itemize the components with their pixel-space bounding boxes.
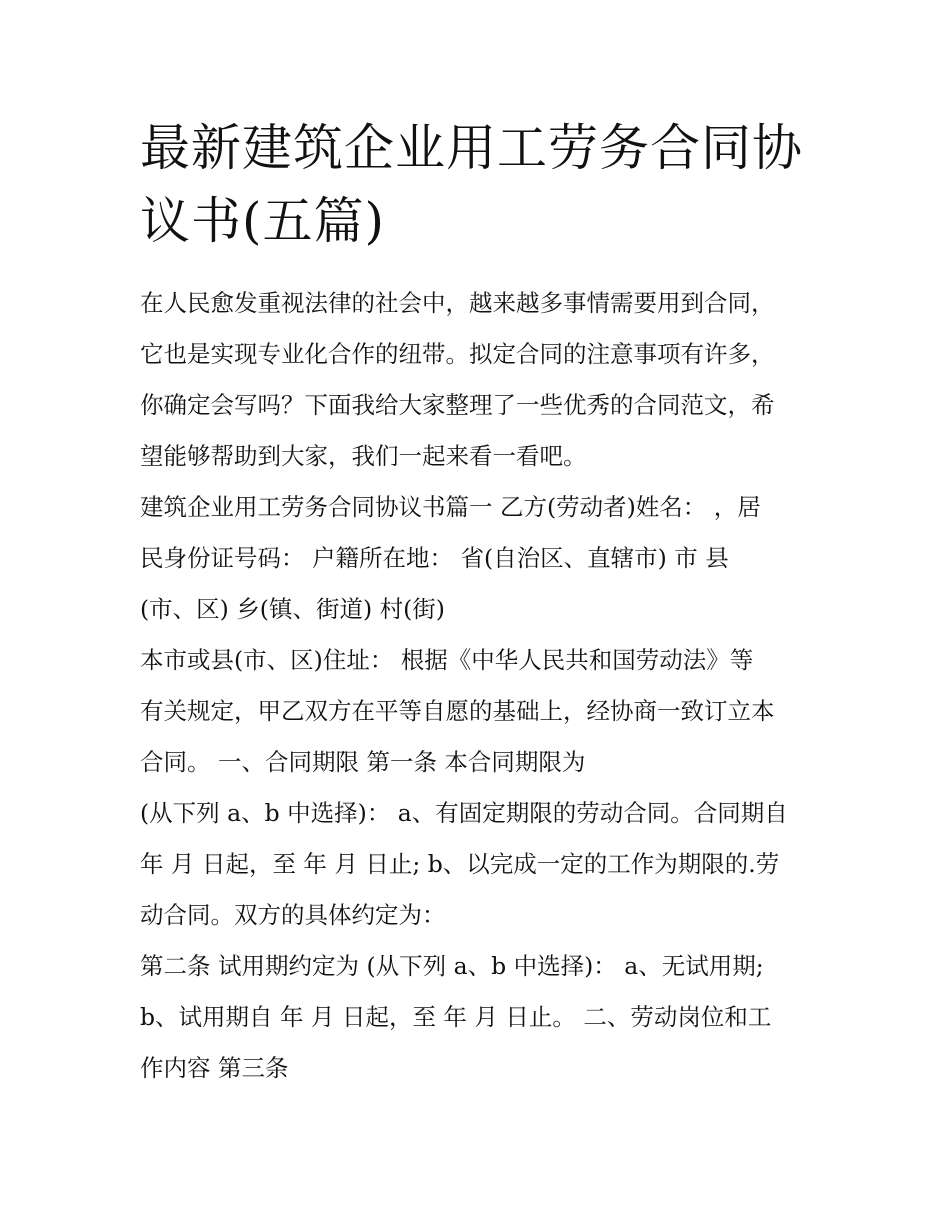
document-body [140,278,820,1094]
body-line: 民身份证号码： 户籍所在地： 省(自治区、直辖市) 市 县 [140,544,729,572]
body-line: 合同。 一、合同期限 第一条 本合同期限为 [140,748,586,776]
body-line: 年 月 日起，至 年 月 日止; b、以完成一定的工作为期限的.劳 [140,850,780,878]
body-line: 在人民愈发重视法律的社会中，越来越多事情需要用到合同， [140,289,775,317]
body-line: (市、区) 乡(镇、街道) 村(街) [140,595,445,623]
body-line: (从下列 a、b 中选择)： a、有固定期限的劳动合同。合同期自 [140,799,788,827]
title-line: 议书(五篇) [140,192,386,250]
body-line: b、试用期自 年 月 日起，至 年 月 日止。 二、劳动岗位和工 [140,1003,772,1031]
body-line: 它也是实现专业化合作的纽带。拟定合同的注意事项有许多， [140,340,775,368]
body-line: 本市或县(市、区)住址： 根据《中华人民共和国劳动法》等 [140,646,754,674]
body-line: 建筑企业用工劳务合同协议书篇一 乙方(劳动者)姓名： ，居 [140,493,761,521]
body-line: 动合同。双方的具体约定为： [140,901,446,929]
body-line: 望能够帮助到大家，我们一起来看一看吧。 [140,442,587,470]
title-line: 最新建筑企业用工劳务合同协 [140,119,803,177]
body-line: 作内容 第三条 [140,1054,289,1082]
body-line: 有关规定，甲乙双方在平等自愿的基础上，经协商一致订立本 [140,697,775,725]
body-line: 第二条 试用期约定为 (从下列 a、b 中选择)： a、无试用期; [140,952,764,980]
body-line: 你确定会写吗？下面我给大家整理了一些优秀的合同范文，希 [140,391,775,419]
document-title [140,112,820,258]
